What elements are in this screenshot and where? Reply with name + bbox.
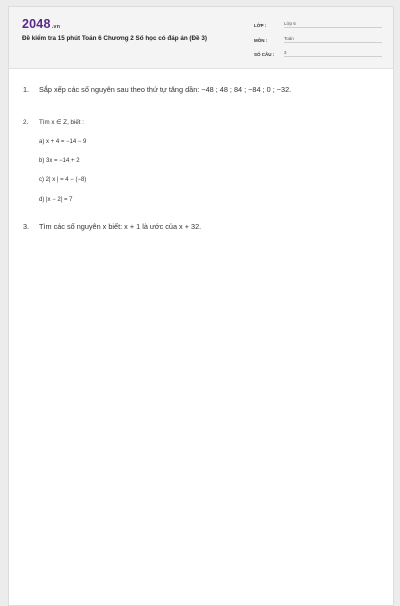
site-logo[interactable]	[22, 17, 60, 31]
sub-question-d: d) |x − 2| = 7	[39, 196, 73, 203]
meta-value-question-count: 3	[284, 50, 382, 57]
question-2-subitems	[39, 138, 383, 204]
question-list	[23, 85, 383, 232]
question-number: 2.	[23, 119, 29, 126]
document-title: Đề kiểm tra 15 phút Toán 6 Chương 2 Số học có đáp án (Đề 3)	[22, 35, 207, 42]
meta-value-subject: Toán	[284, 36, 382, 43]
question-text: Tìm các số nguyên x biết: x + 1 là ước của x + 32.	[39, 221, 202, 231]
document-meta	[254, 17, 382, 61]
logo-text: 2048	[22, 17, 51, 31]
sub-question-c: c) 2| x | = 4 − (−8)	[39, 177, 87, 184]
document-sheet	[8, 6, 394, 606]
question-1	[23, 85, 383, 95]
question-2	[23, 118, 383, 128]
meta-row-class	[254, 17, 382, 28]
meta-value-class: Lớp 6	[284, 21, 382, 28]
question-text: Tìm x ∈ Z, biết :	[39, 119, 84, 126]
logo-suffix: .vn	[51, 24, 61, 30]
sub-question-b: b) 3x = −14 + 2	[39, 158, 80, 165]
meta-row-question-count	[254, 46, 382, 57]
question-number: 3.	[23, 221, 30, 231]
meta-label-class: LỚP :	[254, 23, 267, 28]
meta-label-question-count: SỐ CÂU :	[254, 52, 275, 57]
question-text: Sắp xếp các số nguyên sau theo thứ tự tăng dần: −48 ; 48 ; 84 ; −84 ; 0 ; −32.	[39, 85, 292, 94]
meta-row-subject	[254, 32, 382, 43]
sub-question-a: a) x + 4 = −14 − 9	[39, 139, 87, 145]
document-header	[9, 7, 393, 69]
question-number: 1.	[23, 85, 30, 94]
meta-label-subject: MÔN :	[254, 37, 268, 43]
question-3	[23, 222, 383, 232]
